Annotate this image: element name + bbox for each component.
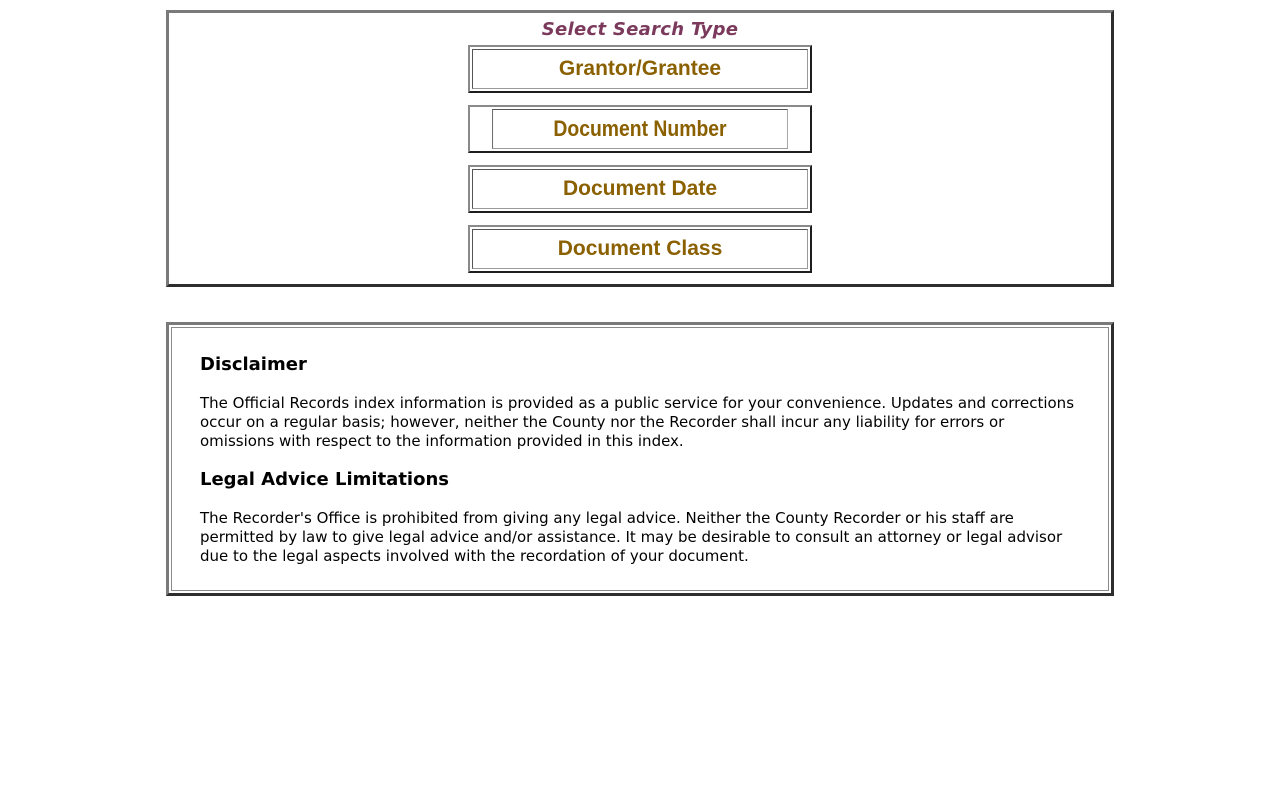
- search-type-panel: [166, 10, 1114, 287]
- document-class-label: Document Class: [472, 229, 808, 269]
- disclaimer-heading: Disclaimer: [200, 354, 307, 375]
- disclaimer-inner-border: [171, 327, 1109, 591]
- legal-advice-text: The Recorder's Office is prohibited from giving any legal advice. Neither the County Recorder or his staff are permitted by law to give legal advice and/or assistance. It may be desirable to consult an attorney or legal advisor due to the legal aspects involved with the recordation of your document.: [200, 509, 1063, 565]
- grantor-grantee-label: Grantor/Grantee: [472, 49, 808, 89]
- disclaimer-text: The Official Records index information is provided as a public service for your convenience. Updates and corrections occur on a regular basis; however, neither the County nor the Recorder shall incur any liability for errors or omissions with respect to the information provided in this index.: [200, 394, 1075, 450]
- legal-advice-heading: Legal Advice Limitations: [200, 469, 449, 490]
- grantor-grantee-button[interactable]: [468, 45, 812, 93]
- disclaimer-panel: [166, 322, 1114, 596]
- document-date-label: Document Date: [472, 169, 808, 209]
- disclaimer-content: [200, 354, 1080, 584]
- document-number-button[interactable]: [468, 105, 812, 153]
- document-date-button[interactable]: [468, 165, 812, 213]
- document-number-label: Document Number: [492, 109, 788, 149]
- search-type-title: Select Search Type: [541, 19, 739, 40]
- document-class-button[interactable]: [468, 225, 812, 273]
